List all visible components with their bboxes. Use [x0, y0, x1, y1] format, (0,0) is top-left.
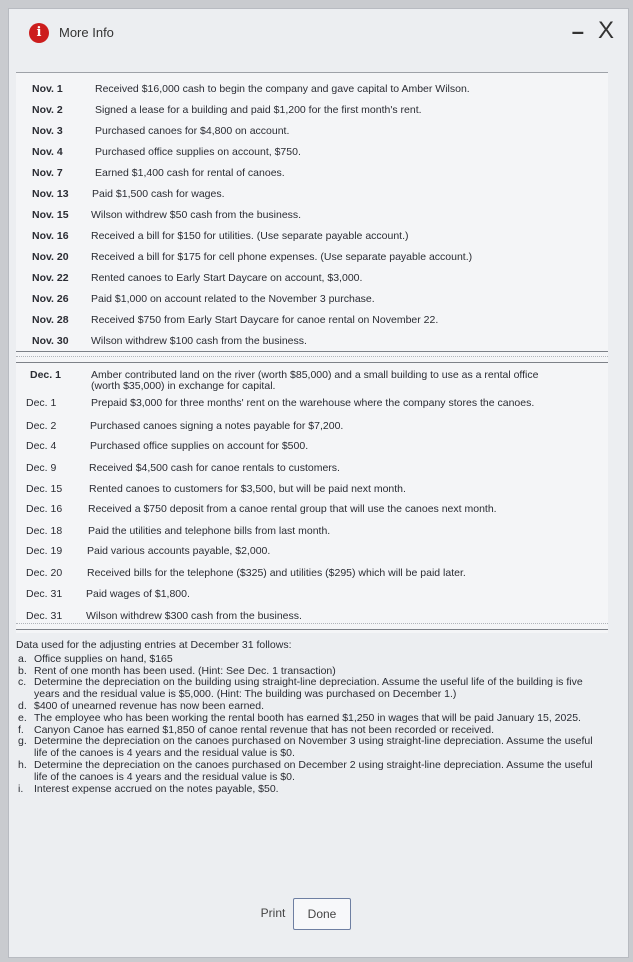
adjusting-item-text: Rent of one month has been used. (Hint: See Dec. 1 transaction) [34, 664, 336, 677]
transaction-description: Rented canoes to Early Start Daycare on account, $3,000. [91, 272, 363, 284]
adjusting-item-key: h. [18, 758, 27, 771]
print-button[interactable]: Print [260, 906, 286, 920]
transaction-date: Dec. 1 [26, 397, 57, 409]
adjusting-item-key: a. [18, 652, 27, 665]
transaction-description: Prepaid $3,000 for three months' rent on the warehouse where the company stores the canoes. [91, 397, 535, 409]
adjusting-item-key: i. [18, 782, 24, 795]
adjusting-item-text: Office supplies on hand, $165 [34, 652, 173, 665]
transaction-date: Dec. 9 [26, 462, 57, 474]
transaction-date: Nov. 20 [32, 251, 69, 263]
transaction-date: Dec. 15 [26, 483, 63, 495]
transaction-description: Wilson withdrew $300 cash from the business. [86, 610, 302, 622]
title-bar [9, 9, 628, 57]
adjusting-heading: Data used for the adjusting entries at December 31 follows: [16, 639, 292, 651]
transaction-description: Received a bill for $175 for cell phone expenses. (Use separate payable account.) [91, 251, 473, 263]
adjusting-item-key: b. [18, 664, 27, 677]
adjusting-item-text: Canyon Canoe has earned $1,850 of canoe rental revenue that has not been recorded or received. [34, 723, 494, 736]
transaction-date: Nov. 13 [32, 188, 69, 200]
adjusting-item-text: Interest expense accrued on the notes payable, $50. [34, 782, 279, 795]
transaction-date: Nov. 30 [32, 335, 69, 347]
done-button[interactable]: Done [293, 898, 351, 930]
transaction-description: Received a bill for $150 for utilities. (Use separate payable account.) [91, 230, 409, 242]
transaction-date: Dec. 2 [26, 420, 57, 432]
adjusting-item-key: e. [18, 711, 27, 724]
transaction-description: Received $16,000 cash to begin the company and gave capital to Amber Wilson. [95, 83, 470, 95]
transaction-description: Received $750 from Early Start Daycare for canoe rental on November 22. [91, 314, 439, 326]
transaction-description: Received bills for the telephone ($325) and utilities ($295) which will be paid later. [87, 567, 466, 579]
transaction-date: Nov. 15 [32, 209, 69, 221]
transaction-description: Paid various accounts payable, $2,000. [87, 545, 271, 557]
minimize-button[interactable]: – [571, 19, 584, 44]
close-button[interactable]: X [597, 17, 614, 44]
transactions-table [16, 72, 608, 633]
transaction-description: Wilson withdrew $50 cash from the business. [91, 209, 302, 221]
transaction-description-cont: (worth $35,000) in exchange for capital. [91, 380, 276, 392]
transaction-date: Dec. 4 [26, 440, 57, 452]
transaction-description: Purchased office supplies on account for $500. [90, 440, 309, 452]
transaction-description: Amber contributed land on the river (worth $85,000) and a small building to use as a rental office [91, 369, 539, 381]
transaction-description: Signed a lease for a building and paid $1,200 for the first month's rent. [95, 104, 422, 116]
adjusting-item [16, 784, 606, 796]
adjusting-item-text: Determine the depreciation on the building using straight-line depreciation. Assume the useful life of the building is five years and the residual value is $5,000. (Hint: The building was purchased on December 1.) [34, 676, 583, 701]
transaction-date: Dec. 19 [26, 545, 63, 557]
transaction-date: Dec. 20 [26, 567, 63, 579]
dotted-divider [16, 356, 608, 357]
adjusting-item-text: The employee who has been working the rental booth has earned $1,250 in wages that will be paid January 15, 2025. [34, 711, 581, 724]
transaction-description: Paid $1,500 cash for wages. [92, 188, 225, 200]
transaction-description: Purchased canoes for $4,800 on account. [95, 125, 290, 137]
transaction-description: Earned $1,400 cash for rental of canoes. [95, 167, 285, 179]
transaction-date: Nov. 1 [32, 83, 63, 95]
transaction-date: Nov. 26 [32, 293, 69, 305]
adjusting-item [16, 760, 606, 784]
divider [16, 362, 608, 363]
adjusting-item-text: Determine the depreciation on the canoes purchased on November 3 using straight-line depreciation. Assume the useful life of the canoes is 4 years and the residual value is $0. [34, 735, 593, 760]
transaction-description: Paid the utilities and telephone bills from last month. [88, 525, 331, 537]
dialog-title: More Info [59, 25, 114, 40]
transaction-date: Nov. 28 [32, 314, 69, 326]
transaction-description: Paid $1,000 on account related to the November 3 purchase. [91, 293, 375, 305]
transaction-date: Nov. 22 [32, 272, 69, 284]
adjusting-entries-section [16, 640, 606, 795]
divider [16, 629, 608, 630]
transaction-description: Purchased canoes signing a notes payable for $7,200. [90, 420, 344, 432]
transaction-date: Nov. 16 [32, 230, 69, 242]
adjusting-item-key: g. [18, 735, 27, 748]
transaction-date: Nov. 3 [32, 125, 63, 137]
transaction-description: Received a $750 deposit from a canoe rental group that will use the canoes next month. [88, 503, 497, 515]
dotted-divider [16, 623, 608, 624]
transaction-description: Rented canoes to customers for $3,500, but will be paid next month. [89, 483, 406, 495]
transaction-description: Purchased office supplies on account, $750. [95, 146, 301, 158]
transaction-date: Dec. 18 [26, 525, 63, 537]
adjusting-item [16, 677, 606, 701]
transaction-description: Received $4,500 cash for canoe rentals to customers. [89, 462, 340, 474]
adjusting-item [16, 736, 606, 760]
adjusting-item-key: c. [18, 676, 27, 689]
transaction-description: Wilson withdrew $100 cash from the business. [91, 335, 307, 347]
transaction-date: Dec. 31 [26, 588, 63, 600]
transaction-date: Nov. 2 [32, 104, 63, 116]
info-icon: i [29, 23, 49, 43]
transaction-date: Nov. 7 [32, 167, 63, 179]
adjusting-item-key: f. [18, 723, 24, 736]
transaction-date: Dec. 31 [26, 610, 63, 622]
adjusting-item-text: $400 of unearned revenue has now been earned. [34, 699, 265, 712]
adjusting-item-text: Determine the depreciation on the canoes purchased on December 2 using straight-line depreciation. Assume the useful life of the canoes is 4 years and the residual value is $0. [34, 758, 593, 783]
transaction-description: Paid wages of $1,800. [86, 588, 190, 600]
adjusting-item-key: d. [18, 699, 27, 712]
transaction-date: Dec. 16 [26, 503, 63, 515]
transaction-date: Dec. 1 [30, 369, 61, 381]
transaction-date: Nov. 4 [32, 146, 63, 158]
divider [16, 351, 608, 352]
